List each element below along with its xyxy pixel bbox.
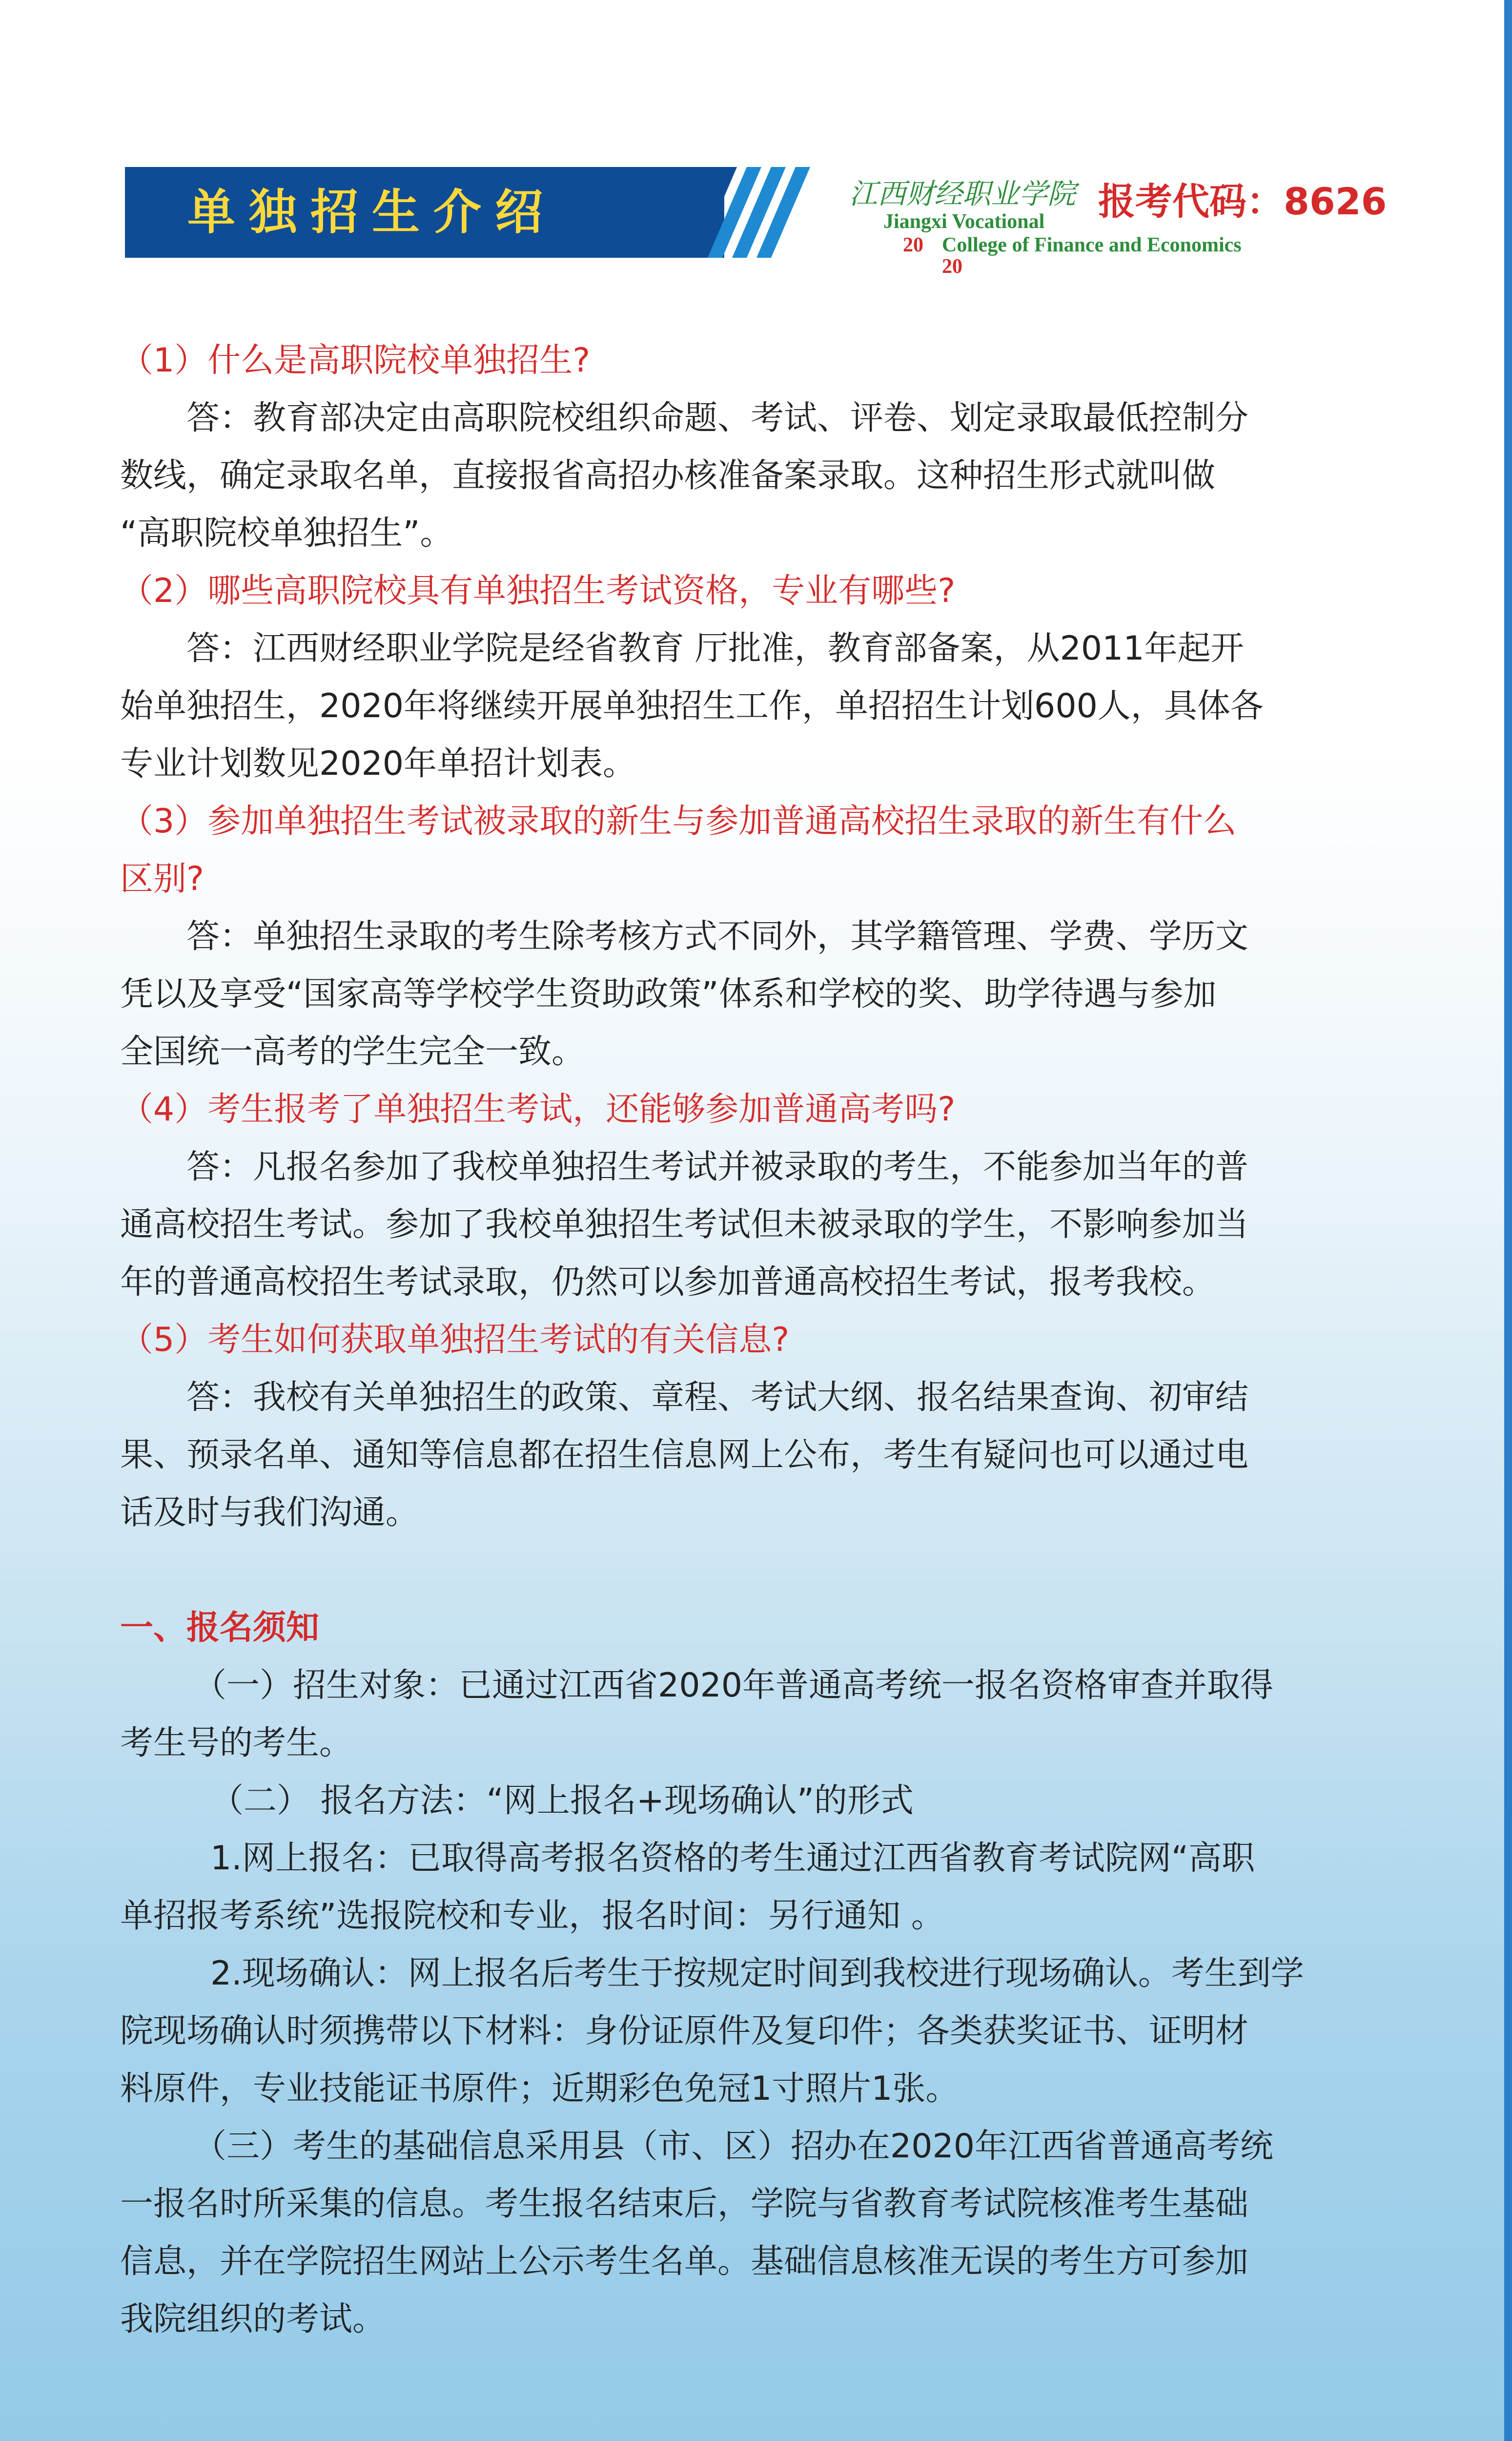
answer-3-line: 全国统一高考的学生完全一致。 bbox=[120, 1033, 585, 1071]
section-line: 2.现场确认：网上报名后考生于按规定时间到我校进行现场确认。考生到学 bbox=[210, 1954, 1304, 1993]
section-line: （二） 报名方法：“网上报名+现场确认”的形式 bbox=[210, 1781, 914, 1820]
section-line: 单招报考系统”选报院校和专业，报名时间：另行通知 。 bbox=[120, 1897, 944, 1935]
answer-4-line: 通高校招生考试。参加了我校单独招生考试但未被录取的学生，不影响参加当 bbox=[120, 1205, 1249, 1244]
exam-code: 报考代码：8626 bbox=[1098, 180, 1387, 223]
question-5: （5）考生如何获取单独招生考试的有关信息? bbox=[120, 1321, 790, 1359]
section-line: 料原件，专业技能证书原件；近期彩色免冠1寸照片1张。 bbox=[120, 2069, 959, 2108]
section-line: 院现场确认时须携带以下材料：身份证原件及复印件；各类获奖证书、证明材 bbox=[120, 2012, 1249, 2050]
section-line: 一报名时所采集的信息。考生报名结束后，学院与省教育考试院核准考生基础 bbox=[120, 2185, 1249, 2223]
section-line: 考生号的考生。 bbox=[120, 1724, 353, 1762]
school-name-english-1: Jiangxi Vocational bbox=[883, 210, 1045, 233]
section-line: 信息，并在学院招生网站上公示考生名单。基础信息核准无误的考生方可参加 bbox=[120, 2242, 1249, 2281]
question-2: （2）哪些高职院校具有单独招生考试资格，专业有哪些? bbox=[120, 572, 956, 610]
header-stripes bbox=[683, 167, 839, 258]
logo-year-2: 20 bbox=[942, 255, 962, 278]
section-line: （三）考生的基础信息采用县（市、区）招办在2020年江西省普通高考统 bbox=[193, 2127, 1274, 2166]
spacer bbox=[120, 1542, 1413, 1599]
answer-2-line: 始单独招生，2020年将继续开展单独招生工作，单招招生计划600人，具体各 bbox=[120, 687, 1264, 725]
answer-5-line: 答：我校有关单独招生的政策、章程、考试大纲、报名结果查询、初审结 bbox=[186, 1378, 1249, 1417]
answer-1-line: 答：教育部决定由高职院校组织命题、考试、评卷、划定录取最低控制分 bbox=[186, 399, 1249, 437]
question-1: （1）什么是高职院校单独招生? bbox=[120, 341, 591, 380]
page-edge-stripe bbox=[1504, 0, 1512, 2441]
question-3-cont: 区别? bbox=[120, 860, 204, 898]
section-line: （一）招生对象：已通过江西省2020年普通高考统一报名资格审查并取得 bbox=[193, 1666, 1274, 1705]
answer-1-line: “高职院校单独招生”。 bbox=[120, 514, 453, 553]
section-line: 1.网上报名：已取得高考报名资格的考生通过江西省教育考试院网“高职 bbox=[210, 1839, 1255, 1878]
answer-1-line: 数线，确定录取名单，直接报省高招办核准备案录取。这种招生形式就叫做 bbox=[120, 456, 1216, 495]
question-3: （3）参加单独招生考试被录取的新生与参加普通高校招生录取的新生有什么 bbox=[120, 802, 1237, 841]
answer-2-line: 答：江西财经职业学院是经省教育 厅批准，教育部备案，从2011年起开 bbox=[186, 629, 1244, 668]
question-4: （4）考生报考了单独招生考试，还能够参加普通高考吗? bbox=[120, 1090, 956, 1129]
section-line: 我院组织的考试。 bbox=[120, 2300, 386, 2338]
answer-5-line: 话及时与我们沟通。 bbox=[120, 1493, 419, 1532]
logo-year-1: 20 bbox=[903, 234, 923, 256]
page-title: 单独招生介绍 bbox=[187, 185, 557, 240]
school-name-script: 江西财经职业学院 bbox=[849, 177, 1076, 210]
answer-4-line: 年的普通高校招生考试录取，仍然可以参加普通高校招生考试，报考我校。 bbox=[120, 1263, 1216, 1302]
content bbox=[120, 332, 1413, 2348]
answer-5-line: 果、预录名单、通知等信息都在招生信息网上公布，考生有疑问也可以通过电 bbox=[120, 1436, 1249, 1474]
answer-3-line: 凭以及享受“国家高等学校学生资助政策”体系和学校的奖、助学待遇与参加 bbox=[120, 975, 1217, 1014]
answer-2-line: 专业计划数见2020年单招计划表。 bbox=[120, 745, 636, 783]
header-band bbox=[125, 167, 724, 258]
answer-3-line: 答：单独招生录取的考生除考核方式不同外，其学籍管理、学费、学历文 bbox=[186, 917, 1249, 956]
answer-4-line: 答：凡报名参加了我校单独招生考试并被录取的考生，不能参加当年的普 bbox=[186, 1148, 1249, 1186]
school-name-english-2: College of Finance and Economics bbox=[942, 234, 1242, 256]
section-heading: 一、报名须知 bbox=[120, 1609, 320, 1647]
